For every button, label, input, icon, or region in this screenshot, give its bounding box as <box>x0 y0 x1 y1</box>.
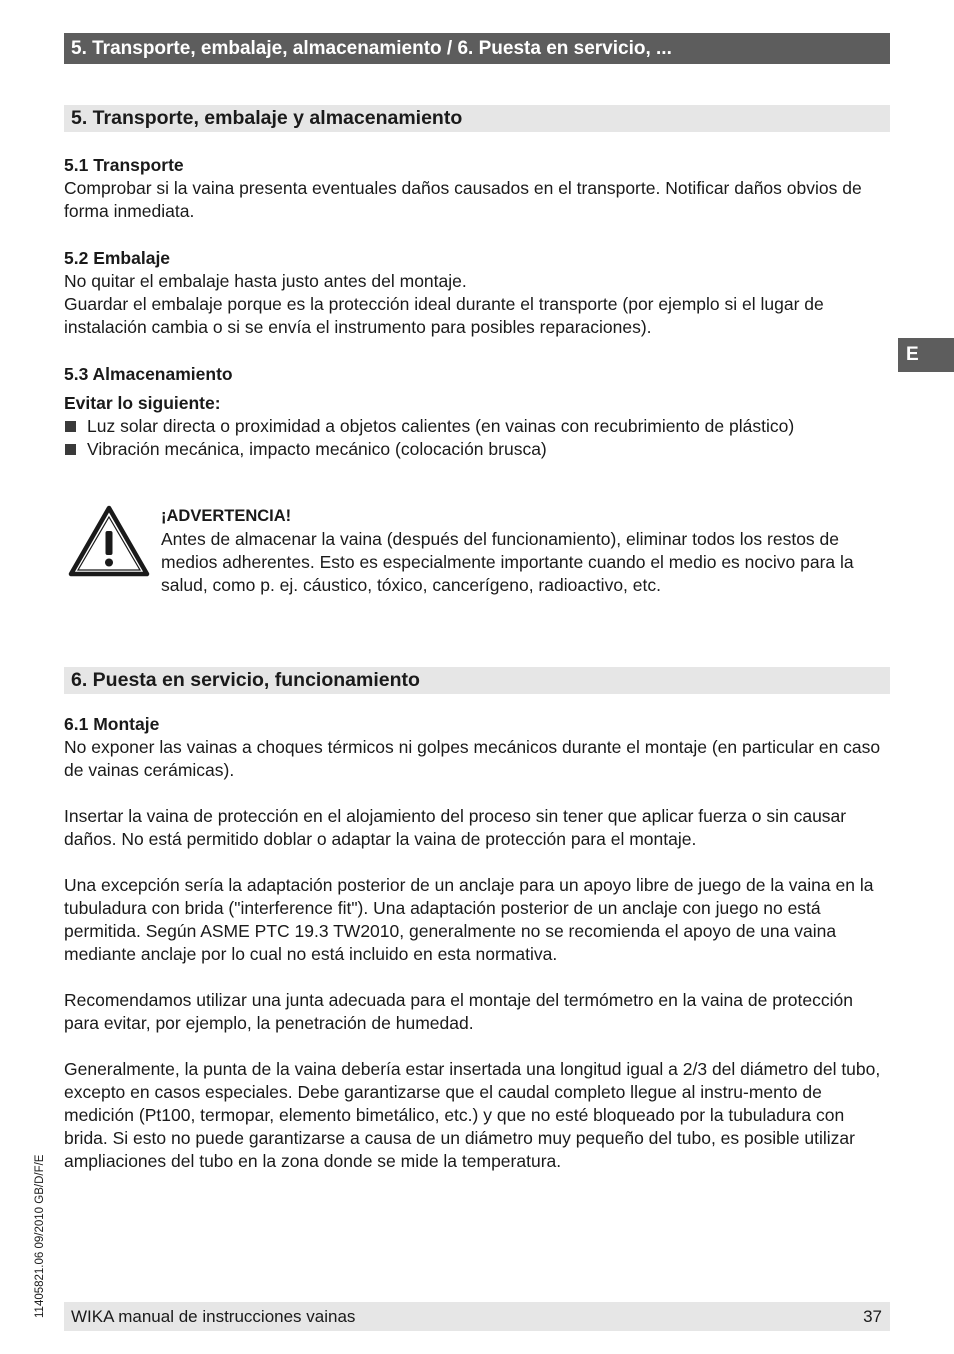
paragraph: Recomendamos utilizar una junta adecuada para el montaje del termómetro en la vaina de protección para evitar, por ejemplo, la penetración de humedad. <box>64 990 853 1033</box>
section-6-title: 6. Puesta en servicio, funcionamiento <box>71 669 420 691</box>
subsection-5-3-heading: 5.3 Almacenamiento <box>64 364 233 384</box>
subsection-5-2-line2: Guardar el embalaje porque es la protección ideal durante el transporte (por ejemplo si el lugar de instalación cambia o si se envía el instrumento para posibles reparaciones). <box>64 294 824 337</box>
subsection-5-1-text: Comprobar si la vaina presenta eventuales daños causados en el transporte. Notificar daños obvios de forma inmediata. <box>64 178 862 221</box>
list-item <box>64 438 890 461</box>
subsection-5-1 <box>64 154 890 223</box>
subsection-5-3 <box>64 363 890 461</box>
avoid-list <box>64 415 890 461</box>
page-number: 37 <box>863 1307 882 1326</box>
paragraph: Una excepción sería la adaptación posterior de un anclaje para un apoyo libre de juego de la vaina en la tubuladura con brida ("interference fit"). Una adaptación posterior de un anclaje con juego no está permitida. Según ASME PTC 19.3 TW2010, generalmente no se recomienda el apoyo de una vaina mediante anclaje por lo cual no está incluido en esta normativa. <box>64 875 874 964</box>
subsection-5-2-heading: 5.2 Embalaje <box>64 248 171 268</box>
warning-text: Antes de almacenar la vaina (después del funcionamiento), eliminar todos los restos de medios adherentes. Esto es especialmente importante cuando el medio es nocivo para la salud, como p. ej. cáustico, tóxico, cancerígeno, radioactivo, etc. <box>161 529 854 595</box>
footer-text: WIKA manual de instrucciones vainas <box>71 1307 356 1326</box>
language-tab-label: E <box>906 344 919 365</box>
section-6-heading <box>64 667 890 694</box>
warning-triangle-icon <box>68 505 150 577</box>
list-item-text: Vibración mecánica, impacto mecánico (colocación brusca) <box>87 439 547 459</box>
document-code-text: 11405821.06 09/2010 GB/D/F/E <box>34 1154 46 1318</box>
list-item <box>64 415 890 438</box>
section-5-title: 5. Transporte, embalaje y almacenamiento <box>71 107 463 129</box>
warning-box <box>161 505 890 597</box>
subsection-5-2 <box>64 247 890 339</box>
bullet-square-icon <box>65 444 76 455</box>
warning-title: ¡ADVERTENCIA! <box>161 507 292 525</box>
document-code <box>34 1088 48 1318</box>
list-item-text: Luz solar directa o proximidad a objetos calientes (en vainas con recubrimiento de plástico) <box>87 416 795 436</box>
subsection-6-1 <box>64 713 890 1173</box>
paragraph: Insertar la vaina de protección en el alojamiento del proceso sin tener que aplicar fuerza o sin causar daños. No está permitido doblar o adaptar la vaina de protección para el montaje. <box>64 806 847 849</box>
subsection-6-1-heading: 6.1 Montaje <box>64 714 160 734</box>
avoid-heading: Evitar lo siguiente: <box>64 393 221 413</box>
section-5-heading <box>64 105 890 132</box>
paragraph: Generalmente, la punta de la vaina debería estar insertada una longitud igual a 2/3 del diámetro del tubo, excepto en casos especiales. Debe garantizarse que el caudal completo llegue al instru-mento de medición (Pt100, termopar, elemento bimetálico, etc.) y que no esté bloqueado por la tubuladura con brida. Si esto no puede garantizarse a causa de un diámetro muy pequeño del tubo, es posible utilizar ampliaciones del tubo en la zona donde se mide la temperatura. <box>64 1059 881 1171</box>
subsection-5-1-heading: 5.1 Transporte <box>64 155 184 175</box>
subsection-5-2-line1: No quitar el embalaje hasta justo antes del montaje. <box>64 271 467 291</box>
page-header-title: 5. Transporte, embalaje, almacenamiento / 6. Puesta en servicio, ... <box>71 38 672 59</box>
page-header-bar <box>64 33 890 64</box>
language-tab <box>898 338 954 372</box>
bullet-square-icon <box>65 421 76 432</box>
paragraph: No exponer las vainas a choques térmicos ni golpes mecánicos durante el montaje (en particular en caso de vainas cerámicas). <box>64 737 881 780</box>
page-footer <box>64 1302 890 1331</box>
